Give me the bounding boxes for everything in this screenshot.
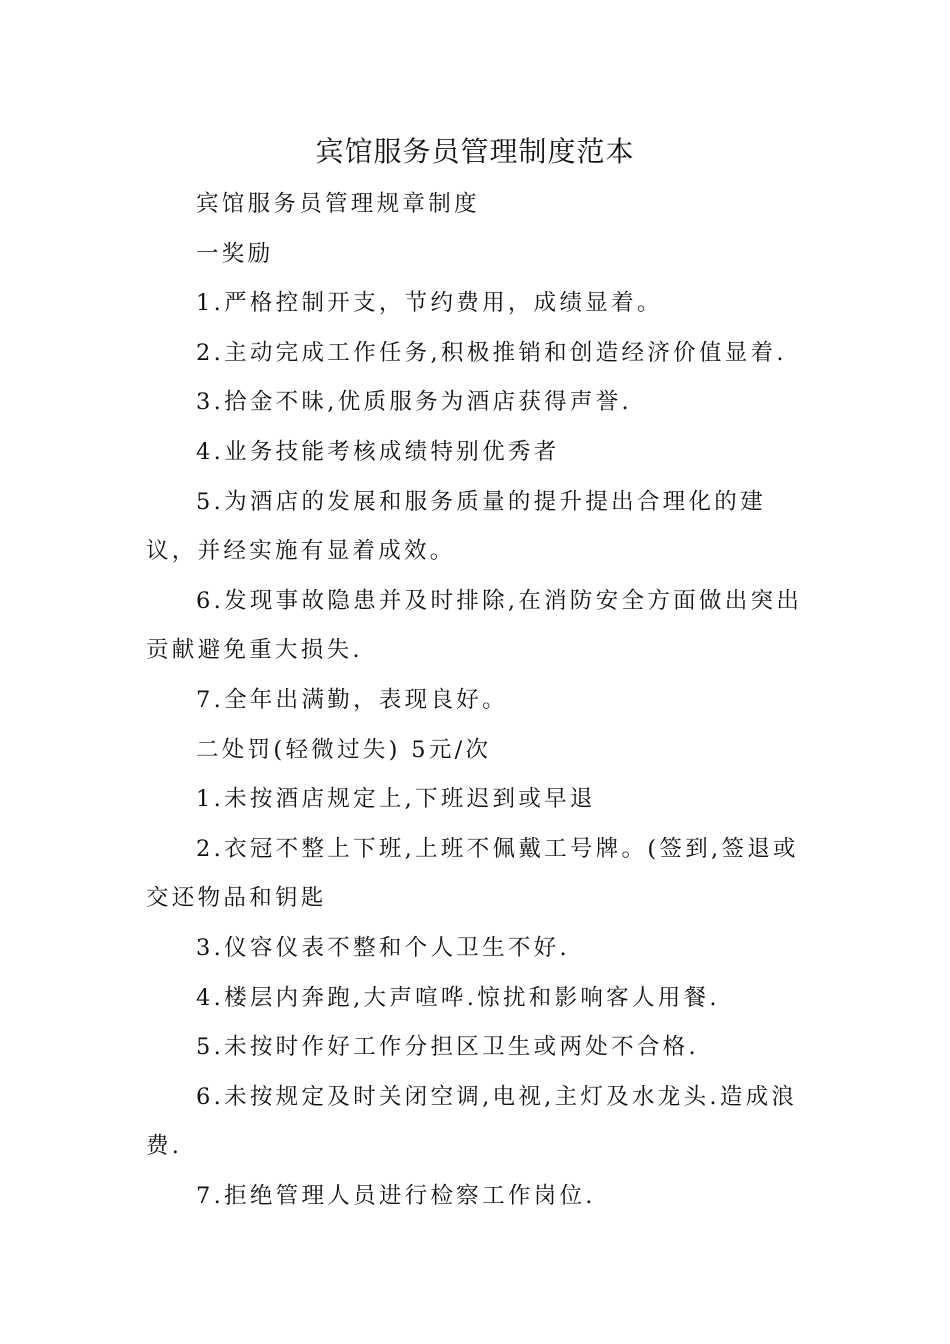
paragraph: 1.未按酒店规定上,下班迟到或早退 — [196, 786, 596, 813]
paragraph: 二处罚(轻微过失) 5元/次 — [196, 736, 492, 763]
paragraph: 一奖励 — [196, 240, 274, 267]
paragraph: 7.拒绝管理人员进行检察工作岗位. — [196, 1182, 596, 1209]
paragraph: 3.仪容仪表不整和个人卫生不好. — [196, 934, 570, 961]
document-title: 宾馆服务员管理制度范本 — [315, 135, 635, 168]
paragraph: 宾馆服务员管理规章制度 — [196, 191, 480, 217]
paragraph: 1.严格控制开支，节约费用，成绩显着。 — [196, 290, 663, 317]
paragraph: 2.衣冠不整上下班,上班不佩戴工号牌。(签到,签退或交还物品和钥匙 — [146, 835, 799, 912]
paragraph: 7.全年出满勤，表现良好。 — [196, 686, 508, 713]
paragraph: 3.拾金不昧,优质服务为酒店获得声誉. — [196, 389, 632, 416]
paragraph: 2.主动完成工作任务,积极推销和创造经济价值显着. — [196, 339, 787, 366]
paragraph: 6.发现事故隐患并及时排除,在消防安全方面做出突出贡献避免重大损失. — [146, 587, 803, 664]
document-body — [146, 180, 814, 1221]
paragraph: 5.为酒店的发展和服务质量的提升提出合理化的建议，并经实施有显着成效。 — [146, 488, 766, 565]
paragraph: 4.楼层内奔跑,大声喧哗.惊扰和影响客人用餐. — [196, 984, 720, 1011]
paragraph: 6.未按规定及时关闭空调,电视,主灯及水龙头.造成浪费. — [146, 1083, 798, 1160]
paragraph: 5.未按时作好工作分担区卫生或两处不合格. — [196, 1034, 699, 1061]
paragraph: 4.业务技能考核成绩特别优秀者 — [196, 438, 560, 465]
